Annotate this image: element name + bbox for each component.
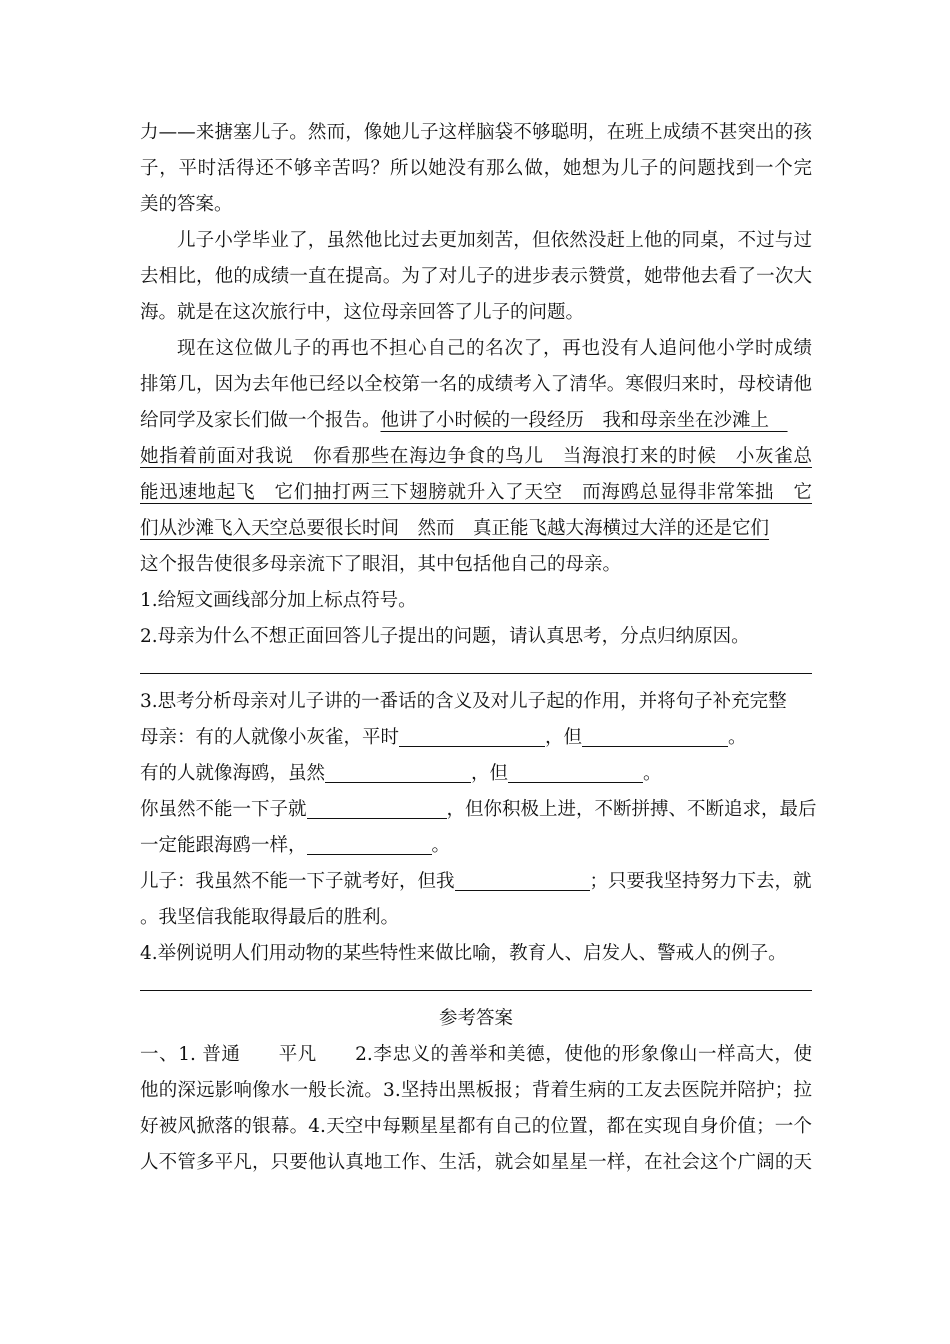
fill-blank[interactable] [307,832,432,855]
q3-text: 母亲：有的人就像小灰雀，平时 [140,727,400,748]
passage-line: 现在这位做儿子的再也不担心自己的名次了，再也没有人追问他小学时成绩 [177,338,812,359]
passage-line: 子，平时活得还不够辛苦吗？所以她没有那么做，她想为儿子的问题找到一个完 [140,158,812,179]
question-1: 1.给短文画线部分加上标点符号。 [140,590,417,611]
q3-text: 儿子：我虽然不能一下子就考好，但我 [140,871,455,892]
q3-fill-line-3 [140,792,817,828]
fill-blank[interactable] [455,868,590,891]
fill-blank[interactable] [307,796,447,819]
fill-blank[interactable] [508,760,643,783]
question-4: 4.举例说明人们用动物的某些特性来做比喻，教育人、启发人、警戒人的例子。 [140,943,787,964]
passage-line: 力——来搪塞儿子。然而，像她儿子这样脑袋不够聪明，在班上成绩不甚突出的孩 [140,122,812,143]
question-2: 2.母亲为什么不想正面回答儿子提出的问题，请认真思考，分点归纳原因。 [140,626,750,647]
q3-text: 。 [431,835,451,856]
q3-text: ，但你积极上进，不断拼搏、不断追求，最后 [446,799,817,820]
passage-line: 排第几，因为去年他已经以全校第一名的成绩考入了清华。寒假归来时，母校请他 [140,374,812,395]
q3-text: 你虽然不能一下子就 [140,799,307,820]
passage-line: 儿子小学毕业了，虽然他比过去更加刻苦，但依然没赶上他的同桌，不过与过 [177,230,812,251]
answer-line: 一、1. 普通 平凡 2.李忠义的善举和美德，使他的形象像山一样高大，使 [140,1044,812,1065]
answer-line: 人不管多平凡，只要他认真地工作、生活，就会如星星一样，在社会这个广阔的天 [140,1152,812,1173]
underlined-passage: 他讲了小时候的一段经历 我和母亲坐在沙滩上 [380,410,788,431]
underlined-passage: 她指着前面对我说 你看那些在海边争食的鸟儿 当海浪打来的时候 小灰雀总 [140,446,812,467]
passage-line: 海。就是在这次旅行中，这位母亲回答了儿子的问题。 [140,302,585,323]
q3-fill-line-5 [140,864,812,900]
q3-text: 有的人就像海鸥，虽然 [140,763,326,784]
q3-fill-line-4 [140,828,812,864]
question-3: 3.思考分析母亲对儿子讲的一番话的含义及对儿子起的作用，并将句子补充完整 [140,691,787,712]
q3-text: 。 [643,763,662,784]
fill-blank[interactable] [325,760,471,783]
q3-text: ，但 [471,763,509,784]
underlined-passage: 能迅速地起飞 它们抽打两三下翅膀就升入了天空 而海鸥总显得非常笨拙 它 [140,482,812,503]
q3-text: ，但 [545,727,583,748]
q3-fill-line-6: 。我坚信我能取得最后的胜利。 [140,907,400,928]
passage-line: 美的答案。 [140,194,233,215]
answer-line-q4[interactable] [140,972,812,991]
q3-text: 一定能跟海鸥一样， [140,835,307,856]
answer-line-q2[interactable] [140,655,812,674]
passage-text: 给同学及家长们做一个报告。 [140,410,381,431]
underlined-passage: 们从沙滩飞入天空总要很长时间 然而 真正能飞越大海横过大洋的还是它们 [140,518,770,539]
q3-fill-line-2 [140,756,812,792]
q3-text: 。 [728,727,747,748]
answer-line: 好被风掀落的银幕。4.天空中每颗星星都有自己的位置，都在实现自身价值；一个 [140,1116,812,1137]
passage-line: 去相比，他的成绩一直在提高。为了对儿子的进步表示赞赏，她带他去看了一次大 [140,266,812,287]
underlined-passage-line [140,511,812,547]
fill-blank[interactable] [582,724,728,747]
q3-fill-line-1 [140,720,812,756]
passage-line: 这个报告使很多母亲流下了眼泪，其中包括他自己的母亲。 [140,554,622,575]
passage-line [140,403,812,439]
q3-text: ；只要我坚持努力下去，就 [589,871,812,892]
answers-title: 参考答案 [438,1008,513,1029]
answer-line: 他的深远影响像水一般长流。3.坚持出黑板报；背着生病的工友去医院并陪护；拉 [140,1080,812,1101]
document-page [140,115,817,1181]
fill-blank[interactable] [399,724,545,747]
